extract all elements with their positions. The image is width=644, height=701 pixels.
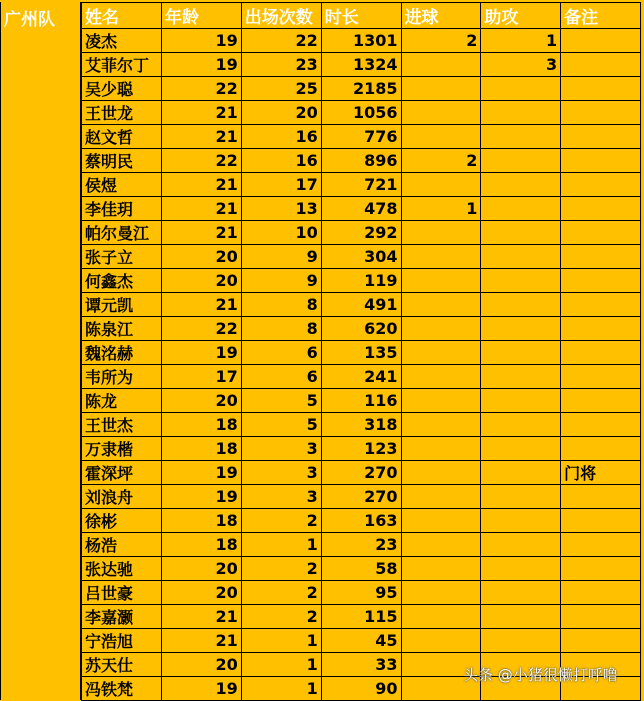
cell-name[interactable]: 吴少聪	[82, 77, 162, 101]
cell-minutes[interactable]: 1324	[321, 53, 401, 77]
cell-appearances[interactable]: 6	[241, 365, 321, 389]
cell-name[interactable]: 徐彬	[82, 509, 162, 533]
cell-notes[interactable]	[561, 317, 641, 341]
cell-assists[interactable]	[481, 77, 561, 101]
cell-goals[interactable]	[401, 437, 481, 461]
cell-age[interactable]: 20	[161, 269, 241, 293]
table-row	[82, 461, 641, 485]
cell-age[interactable]: 22	[161, 149, 241, 173]
cell-assists[interactable]	[481, 197, 561, 221]
cell-name[interactable]: 冯铁梵	[82, 677, 162, 701]
cell-goals[interactable]	[401, 533, 481, 557]
cell-age[interactable]: 17	[161, 365, 241, 389]
cell-goals[interactable]	[401, 317, 481, 341]
cell-minutes[interactable]: 491	[321, 293, 401, 317]
cell-appearances[interactable]: 17	[241, 173, 321, 197]
cell-name[interactable]: 王世龙	[82, 101, 162, 125]
cell-minutes[interactable]: 45	[321, 629, 401, 653]
table-row	[82, 125, 641, 149]
cell-age[interactable]: 18	[161, 413, 241, 437]
cell-age[interactable]: 21	[161, 125, 241, 149]
cell-minutes[interactable]: 90	[321, 677, 401, 701]
cell-appearances[interactable]: 23	[241, 53, 321, 77]
cell-assists[interactable]: 1	[481, 29, 561, 53]
cell-assists[interactable]	[481, 173, 561, 197]
cell-appearances[interactable]: 1	[241, 533, 321, 557]
table-row	[82, 317, 641, 341]
cell-notes[interactable]	[561, 29, 641, 53]
cell-notes[interactable]	[561, 605, 641, 629]
cell-goals[interactable]	[401, 365, 481, 389]
cell-notes[interactable]	[561, 629, 641, 653]
cell-assists[interactable]: 3	[481, 53, 561, 77]
cell-appearances[interactable]: 3	[241, 485, 321, 509]
cell-appearances[interactable]: 10	[241, 221, 321, 245]
cell-goals[interactable]	[401, 509, 481, 533]
cell-goals[interactable]	[401, 629, 481, 653]
cell-assists[interactable]	[481, 269, 561, 293]
table-row	[82, 485, 641, 509]
cell-age[interactable]: 19	[161, 53, 241, 77]
header-minutes[interactable]: 时长	[321, 3, 401, 29]
cell-appearances[interactable]: 2	[241, 605, 321, 629]
cell-name[interactable]: 万隶楷	[82, 437, 162, 461]
cell-minutes[interactable]: 1056	[321, 101, 401, 125]
cell-minutes[interactable]: 270	[321, 461, 401, 485]
cell-name[interactable]: 韦所为	[82, 365, 162, 389]
cell-goals[interactable]	[401, 221, 481, 245]
cell-appearances[interactable]: 16	[241, 149, 321, 173]
cell-minutes[interactable]: 135	[321, 341, 401, 365]
cell-name[interactable]: 凌杰	[82, 29, 162, 53]
cell-name[interactable]: 赵文哲	[82, 125, 162, 149]
table-row	[82, 173, 641, 197]
cell-assists[interactable]	[481, 293, 561, 317]
cell-age[interactable]: 20	[161, 245, 241, 269]
cell-age[interactable]: 21	[161, 101, 241, 125]
cell-minutes[interactable]: 119	[321, 269, 401, 293]
cell-appearances[interactable]: 3	[241, 461, 321, 485]
cell-minutes[interactable]: 115	[321, 605, 401, 629]
cell-name[interactable]: 侯煜	[82, 173, 162, 197]
cell-goals[interactable]	[401, 341, 481, 365]
cell-age[interactable]: 22	[161, 77, 241, 101]
cell-minutes[interactable]: 292	[321, 221, 401, 245]
cell-goals[interactable]	[401, 53, 481, 77]
cell-appearances[interactable]: 1	[241, 653, 321, 677]
cell-assists[interactable]	[481, 149, 561, 173]
header-age[interactable]: 年龄	[161, 3, 241, 29]
team-label: 广州队	[4, 10, 55, 30]
cell-goals[interactable]: 2	[401, 29, 481, 53]
cell-assists[interactable]	[481, 389, 561, 413]
table-row	[82, 149, 641, 173]
table-row	[82, 413, 641, 437]
cell-notes[interactable]	[561, 581, 641, 605]
table-row	[82, 293, 641, 317]
cell-name[interactable]: 刘浪舟	[82, 485, 162, 509]
cell-age[interactable]: 21	[161, 173, 241, 197]
cell-assists[interactable]	[481, 461, 561, 485]
cell-age[interactable]: 21	[161, 197, 241, 221]
cell-notes[interactable]	[561, 173, 641, 197]
cell-assists[interactable]	[481, 605, 561, 629]
table-row	[82, 533, 641, 557]
cell-age[interactable]: 22	[161, 317, 241, 341]
cell-age[interactable]: 19	[161, 461, 241, 485]
cell-name[interactable]: 吕世豪	[82, 581, 162, 605]
cell-goals[interactable]: 1	[401, 197, 481, 221]
cell-goals[interactable]	[401, 173, 481, 197]
cell-name[interactable]: 李嘉灏	[82, 605, 162, 629]
cell-name[interactable]: 宁浩旭	[82, 629, 162, 653]
table-row	[82, 581, 641, 605]
cell-age[interactable]: 21	[161, 221, 241, 245]
table-row	[82, 389, 641, 413]
cell-assists[interactable]	[481, 221, 561, 245]
cell-assists[interactable]	[481, 485, 561, 509]
cell-minutes[interactable]: 163	[321, 509, 401, 533]
cell-name[interactable]: 李佳玥	[82, 197, 162, 221]
cell-minutes[interactable]: 123	[321, 437, 401, 461]
cell-appearances[interactable]: 22	[241, 29, 321, 53]
cell-minutes[interactable]: 721	[321, 173, 401, 197]
cell-assists[interactable]	[481, 581, 561, 605]
table-row	[82, 437, 641, 461]
cell-notes[interactable]	[561, 365, 641, 389]
cell-notes[interactable]	[561, 557, 641, 581]
cell-name[interactable]: 苏天仕	[82, 653, 162, 677]
cell-notes[interactable]	[561, 413, 641, 437]
cell-appearances[interactable]: 13	[241, 197, 321, 221]
cell-minutes[interactable]: 116	[321, 389, 401, 413]
cell-notes[interactable]	[561, 245, 641, 269]
cell-age[interactable]: 19	[161, 677, 241, 701]
cell-name[interactable]: 何鑫杰	[82, 269, 162, 293]
cell-name[interactable]: 张达驰	[82, 557, 162, 581]
cell-goals[interactable]	[401, 293, 481, 317]
cell-minutes[interactable]: 318	[321, 413, 401, 437]
cell-notes[interactable]	[561, 149, 641, 173]
cell-name[interactable]: 陈泉江	[82, 317, 162, 341]
table-row	[82, 245, 641, 269]
cell-notes[interactable]	[561, 437, 641, 461]
cell-name[interactable]: 魏洺赫	[82, 341, 162, 365]
cell-notes[interactable]	[561, 125, 641, 149]
cell-name[interactable]: 王世杰	[82, 413, 162, 437]
table-row	[82, 269, 641, 293]
cell-name[interactable]: 张子立	[82, 245, 162, 269]
header-assists[interactable]: 助攻	[481, 3, 561, 29]
cell-minutes[interactable]: 478	[321, 197, 401, 221]
cell-minutes[interactable]: 23	[321, 533, 401, 557]
header-name[interactable]: 姓名	[82, 3, 162, 29]
cell-notes[interactable]	[561, 389, 641, 413]
cell-name[interactable]: 帕尔曼江	[82, 221, 162, 245]
cell-appearances[interactable]: 6	[241, 341, 321, 365]
cell-minutes[interactable]: 270	[321, 485, 401, 509]
cell-assists[interactable]	[481, 509, 561, 533]
cell-appearances[interactable]: 3	[241, 437, 321, 461]
cell-notes[interactable]	[561, 221, 641, 245]
cell-appearances[interactable]: 9	[241, 245, 321, 269]
cell-age[interactable]: 19	[161, 341, 241, 365]
table-row	[82, 365, 641, 389]
header-goals[interactable]: 进球	[401, 3, 481, 29]
table-row	[82, 629, 641, 653]
cell-age[interactable]: 21	[161, 629, 241, 653]
cell-notes[interactable]	[561, 77, 641, 101]
cell-goals[interactable]	[401, 413, 481, 437]
cell-appearances[interactable]: 2	[241, 581, 321, 605]
cell-age[interactable]: 19	[161, 29, 241, 53]
table-row	[82, 557, 641, 581]
cell-goals[interactable]: 2	[401, 149, 481, 173]
cell-appearances[interactable]: 16	[241, 125, 321, 149]
table-row	[82, 605, 641, 629]
cell-assists[interactable]	[481, 413, 561, 437]
table-row	[82, 509, 641, 533]
cell-age[interactable]: 21	[161, 293, 241, 317]
cell-assists[interactable]	[481, 533, 561, 557]
cell-appearances[interactable]: 20	[241, 101, 321, 125]
header-row	[82, 3, 641, 29]
cell-minutes[interactable]: 1301	[321, 29, 401, 53]
cell-notes[interactable]: 门将	[561, 461, 641, 485]
cell-notes[interactable]	[561, 485, 641, 509]
table-row	[82, 101, 641, 125]
cell-appearances[interactable]: 5	[241, 413, 321, 437]
cell-name[interactable]: 艾菲尔丁	[82, 53, 162, 77]
cell-assists[interactable]	[481, 317, 561, 341]
cell-appearances[interactable]: 2	[241, 557, 321, 581]
cell-age[interactable]: 18	[161, 533, 241, 557]
cell-goals[interactable]	[401, 605, 481, 629]
header-appearances[interactable]: 出场次数	[241, 3, 321, 29]
cell-goals[interactable]	[401, 581, 481, 605]
cell-minutes[interactable]: 2185	[321, 77, 401, 101]
cell-age[interactable]: 18	[161, 437, 241, 461]
cell-appearances[interactable]: 1	[241, 629, 321, 653]
cell-notes[interactable]	[561, 533, 641, 557]
cell-age[interactable]: 18	[161, 509, 241, 533]
table-row	[82, 29, 641, 53]
cell-assists[interactable]	[481, 365, 561, 389]
cell-notes[interactable]	[561, 53, 641, 77]
cell-goals[interactable]	[401, 485, 481, 509]
cell-goals[interactable]	[401, 125, 481, 149]
cell-minutes[interactable]: 241	[321, 365, 401, 389]
cell-appearances[interactable]: 8	[241, 293, 321, 317]
cell-appearances[interactable]: 9	[241, 269, 321, 293]
cell-assists[interactable]	[481, 341, 561, 365]
cell-appearances[interactable]: 2	[241, 509, 321, 533]
cell-age[interactable]: 20	[161, 581, 241, 605]
cell-appearances[interactable]: 25	[241, 77, 321, 101]
cell-appearances[interactable]: 5	[241, 389, 321, 413]
cell-goals[interactable]	[401, 77, 481, 101]
cell-notes[interactable]	[561, 101, 641, 125]
cell-name[interactable]: 杨浩	[82, 533, 162, 557]
cell-name[interactable]: 蔡明民	[82, 149, 162, 173]
cell-age[interactable]: 19	[161, 485, 241, 509]
cell-goals[interactable]	[401, 461, 481, 485]
cell-goals[interactable]	[401, 557, 481, 581]
cell-assists[interactable]	[481, 437, 561, 461]
table-row	[82, 221, 641, 245]
cell-goals[interactable]	[401, 245, 481, 269]
table-row	[82, 197, 641, 221]
cell-minutes[interactable]: 620	[321, 317, 401, 341]
cell-minutes[interactable]: 896	[321, 149, 401, 173]
team-cell[interactable]	[0, 2, 81, 700]
cell-age[interactable]: 20	[161, 389, 241, 413]
cell-goals[interactable]	[401, 269, 481, 293]
cell-goals[interactable]	[401, 101, 481, 125]
cell-notes[interactable]	[561, 293, 641, 317]
cell-minutes[interactable]: 95	[321, 581, 401, 605]
cell-age[interactable]: 20	[161, 653, 241, 677]
cell-name[interactable]: 陈龙	[82, 389, 162, 413]
cell-notes[interactable]	[561, 197, 641, 221]
cell-notes[interactable]	[561, 269, 641, 293]
cell-name[interactable]: 谭元凯	[82, 293, 162, 317]
cell-minutes[interactable]: 304	[321, 245, 401, 269]
cell-assists[interactable]	[481, 557, 561, 581]
table-row	[82, 53, 641, 77]
cell-assists[interactable]	[481, 125, 561, 149]
table-row	[82, 77, 641, 101]
watermark: 头条 @小猪很懒打呼噜	[463, 666, 618, 684]
cell-notes[interactable]	[561, 341, 641, 365]
cell-age[interactable]: 21	[161, 605, 241, 629]
cell-minutes[interactable]: 33	[321, 653, 401, 677]
cell-notes[interactable]	[561, 509, 641, 533]
cell-appearances[interactable]: 8	[241, 317, 321, 341]
player-stats-table	[81, 2, 641, 701]
cell-assists[interactable]	[481, 101, 561, 125]
cell-age[interactable]: 20	[161, 557, 241, 581]
cell-goals[interactable]	[401, 389, 481, 413]
cell-minutes[interactable]: 58	[321, 557, 401, 581]
cell-appearances[interactable]: 1	[241, 677, 321, 701]
cell-assists[interactable]	[481, 629, 561, 653]
table-row	[82, 341, 641, 365]
cell-name[interactable]: 霍深坪	[82, 461, 162, 485]
cell-assists[interactable]	[481, 245, 561, 269]
header-notes[interactable]: 备注	[561, 3, 641, 29]
cell-minutes[interactable]: 776	[321, 125, 401, 149]
